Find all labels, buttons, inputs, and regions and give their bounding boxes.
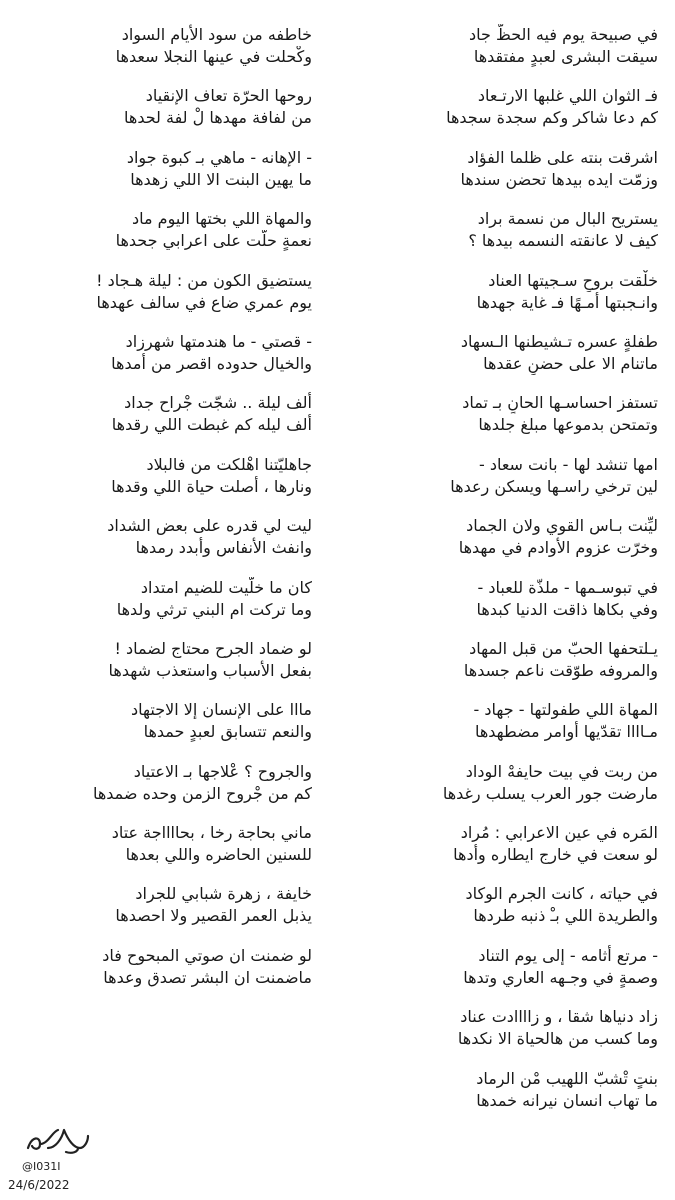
- verse-second-line: وزمّت ايده بيدها تحضن سندها: [460, 169, 658, 189]
- verse-second-line: كم من جْروح الزمن وحده ضمدها: [92, 783, 312, 803]
- verse-first-line: جاهليّتنا اهْلكت من فالبلاد: [146, 454, 312, 474]
- verse-first-line: زاد دنياها شقا ، و زاااادت عناد: [460, 1007, 658, 1027]
- verse-stanza: [12, 761, 312, 822]
- verse-first-line: روحها الحرّة تعاف الإنقياد: [145, 86, 312, 106]
- verse-stanza: [12, 270, 312, 331]
- verse-stanza: [12, 638, 312, 699]
- poem-right-column: [358, 24, 658, 1129]
- verse-stanza: [358, 577, 658, 638]
- verse-first-line: لو ضماد الجرح محتاج لضماد !: [114, 638, 312, 658]
- verse-first-line: يـلتحفها الحبّ من قبل المهاد: [469, 638, 658, 658]
- verse-second-line: من لفافة مهدها لْ لفة لحدها: [124, 108, 312, 128]
- verse-first-line: كان ما خلّيت للضيم امتداد: [140, 577, 312, 597]
- poem-left-column: [12, 24, 312, 1006]
- verse-stanza: [358, 515, 658, 576]
- verse-second-line: كيف لا عانقته النسمه بيدها ؟: [468, 231, 658, 251]
- verse-second-line: ونارها ، أصلت حياة اللي وقدها: [111, 476, 312, 496]
- verse-first-line: لو ضمنت ان صوتي المبحوح فاد: [102, 945, 312, 965]
- verse-first-line: ليِّنت بـاس القوي ولان الجماد: [466, 516, 658, 536]
- verse-second-line: وتمتحن بدموعها مبلغ جلدها: [478, 415, 658, 435]
- verse-second-line: ما يهين البنت الا اللي زهدها: [130, 169, 312, 189]
- verse-first-line: والمهاة اللي بختها اليوم ماد: [132, 209, 312, 229]
- verse-stanza: [12, 577, 312, 638]
- verse-second-line: ماضمنت ان البشر تصدق وعدها: [103, 967, 312, 987]
- verse-second-line: كم دعا شاكر وكم سجدة سجدها: [446, 108, 658, 128]
- verse-second-line: والطريدة اللي بـْ ذنبه طردها: [473, 906, 658, 926]
- verse-stanza: [12, 699, 312, 760]
- verse-stanza: [12, 147, 312, 208]
- verse-stanza: [358, 454, 658, 515]
- verse-first-line: خلْقت بروحٍ سـجيتها العناد: [488, 270, 658, 290]
- verse-stanza: [12, 331, 312, 392]
- verse-first-line: في حياته ، كانت الجرم الوكاد: [465, 884, 658, 904]
- verse-second-line: ماتنام الا على حضنٍ عقدها: [483, 353, 658, 373]
- verse-second-line: مارضت جور العرب يسلب رغدها: [442, 783, 658, 803]
- verse-stanza: [358, 147, 658, 208]
- author-handle: @I031I: [22, 1160, 61, 1173]
- verse-second-line: وانـجبتها أمـهًا فـ غاية جهدها: [476, 292, 658, 312]
- verse-second-line: وما تركت ام البني ترثي ولدها: [116, 599, 312, 619]
- verse-second-line: وخرّت عزوم الأوادم في مهدها: [458, 538, 658, 558]
- verse-second-line: بفعل الأسباب واستعذب شهدها: [108, 660, 312, 680]
- verse-first-line: من ربت في بيت حايفهْ الوداد: [465, 761, 658, 781]
- verse-stanza: [12, 85, 312, 146]
- verse-stanza: [12, 454, 312, 515]
- verse-first-line: المهاة اللي طفولتها - جهاد -: [473, 700, 658, 720]
- verse-second-line: والنعم تتسابق لعبدٍ حمدها: [143, 722, 312, 742]
- verse-first-line: خايفة ، زهرة شبابي للجراد: [135, 884, 312, 904]
- verse-second-line: يوم عمري ضاع في سالف عهدها: [96, 292, 312, 312]
- verse-stanza: [358, 270, 658, 331]
- handwritten-signature: [18, 1118, 108, 1158]
- verse-first-line: يستريح البال من نسمة براد: [477, 209, 658, 229]
- verse-stanza: [12, 208, 312, 269]
- verse-stanza: [358, 208, 658, 269]
- verse-second-line: للسنين الحاضره واللي بعدها: [125, 845, 312, 865]
- verse-second-line: والمروفه طوّقت ناعم جسدها: [463, 660, 658, 680]
- verse-stanza: [358, 392, 658, 453]
- verse-second-line: سيقت البشرى لعبدٍ مفتقدها: [473, 47, 658, 66]
- verse-first-line: فـ الثوان اللي غلبها الارتـعاد: [477, 86, 658, 106]
- verse-first-line: مااا على الإنسان إلا الاجتهاد: [130, 700, 312, 720]
- verse-second-line: وفي بكاها ذاقت الدنيا كبدها: [476, 599, 658, 619]
- verse-stanza: [358, 945, 658, 1006]
- poem-date: 24/6/2022: [8, 1178, 70, 1192]
- verse-stanza: [12, 822, 312, 883]
- verse-first-line: بنتٍ تْشبّ اللهيب مْن الرماد: [476, 1068, 658, 1088]
- verse-second-line: لين ترخي راسـها ويسكن رعدها: [450, 476, 658, 496]
- verse-second-line: وصمةٍ في وجـهه العاري وتدها: [463, 967, 658, 987]
- verse-second-line: وكْحلت في عينها النجلا سعدها: [115, 47, 312, 66]
- verse-second-line: والخيال حدوده اقصر من أمدها: [111, 353, 312, 373]
- verse-stanza: [358, 638, 658, 699]
- verse-stanza: [12, 392, 312, 453]
- verse-stanza: [358, 699, 658, 760]
- verse-second-line: نعمةٍ حلّت على اعرابي جحدها: [115, 231, 312, 251]
- verse-stanza: [358, 24, 658, 85]
- verse-stanza: [12, 515, 312, 576]
- verse-first-line: - قصتي - ما هندمتها شهرزاد: [125, 331, 312, 351]
- verse-first-line: تستفز احساسـها الحانٍ بـ تماد: [462, 393, 658, 413]
- verse-first-line: ألف ليلة .. شجّت جْراح جداد: [124, 393, 312, 413]
- verse-second-line: يذبل العمر القصير ولا احصدها: [115, 906, 312, 926]
- verse-stanza: [358, 1068, 658, 1129]
- verse-first-line: ليت لي قدره على بعض الشداد: [107, 516, 312, 536]
- verse-second-line: وانفث الأنفاس وأبدد رمدها: [135, 538, 312, 558]
- verse-first-line: اشرقت بنته على ظلما الفؤاد: [467, 147, 658, 167]
- verse-second-line: مـاااا تقدّيها أوامر مضطهدها: [474, 722, 658, 742]
- verse-stanza: [12, 24, 312, 85]
- verse-stanza: [358, 331, 658, 392]
- verse-second-line: وما كسب من هالحياة الا نكدها: [457, 1029, 658, 1049]
- verse-first-line: المَره في عين الاعرابي : مُراد: [460, 823, 658, 843]
- verse-stanza: [358, 1006, 658, 1067]
- verse-first-line: في صبيحة يوم فيه الحظّ جاد: [469, 25, 658, 44]
- verse-second-line: ألف ليله كم غبطت اللي رقدها: [111, 415, 312, 435]
- verse-first-line: في تبوسـمها - ملذّة للعباد -: [477, 577, 658, 597]
- verse-first-line: خاطفه من سود الأيام السواد: [121, 25, 312, 44]
- verse-second-line: ما تهاب انسان نيرانه خمدها: [476, 1090, 658, 1110]
- verse-stanza: [358, 85, 658, 146]
- verse-first-line: يستضيق الكون من : ليلة هـجاد !: [96, 270, 312, 290]
- verse-first-line: - مرتع أثامه - إلى يوم التناد: [478, 945, 658, 965]
- verse-second-line: لو سعت في خارج ايطاره وأدها: [453, 845, 658, 865]
- verse-first-line: والجروح ؟ عْلاجها بـ الاعتياد: [133, 761, 312, 781]
- verse-stanza: [358, 761, 658, 822]
- verse-stanza: [358, 883, 658, 944]
- verse-stanza: [12, 945, 312, 1006]
- verse-stanza: [12, 883, 312, 944]
- verse-stanza: [358, 822, 658, 883]
- verse-first-line: - الإهانه - ماهي بـ كبوة جواد: [126, 147, 312, 167]
- verse-first-line: ماني بحاجة رخا ، بحااااجة عتاد: [111, 823, 312, 843]
- verse-first-line: امها تنشد لها - بانت سعاد -: [478, 454, 658, 474]
- verse-first-line: طفلةٍ عسره تـشيطنها الـسهاد: [460, 331, 658, 351]
